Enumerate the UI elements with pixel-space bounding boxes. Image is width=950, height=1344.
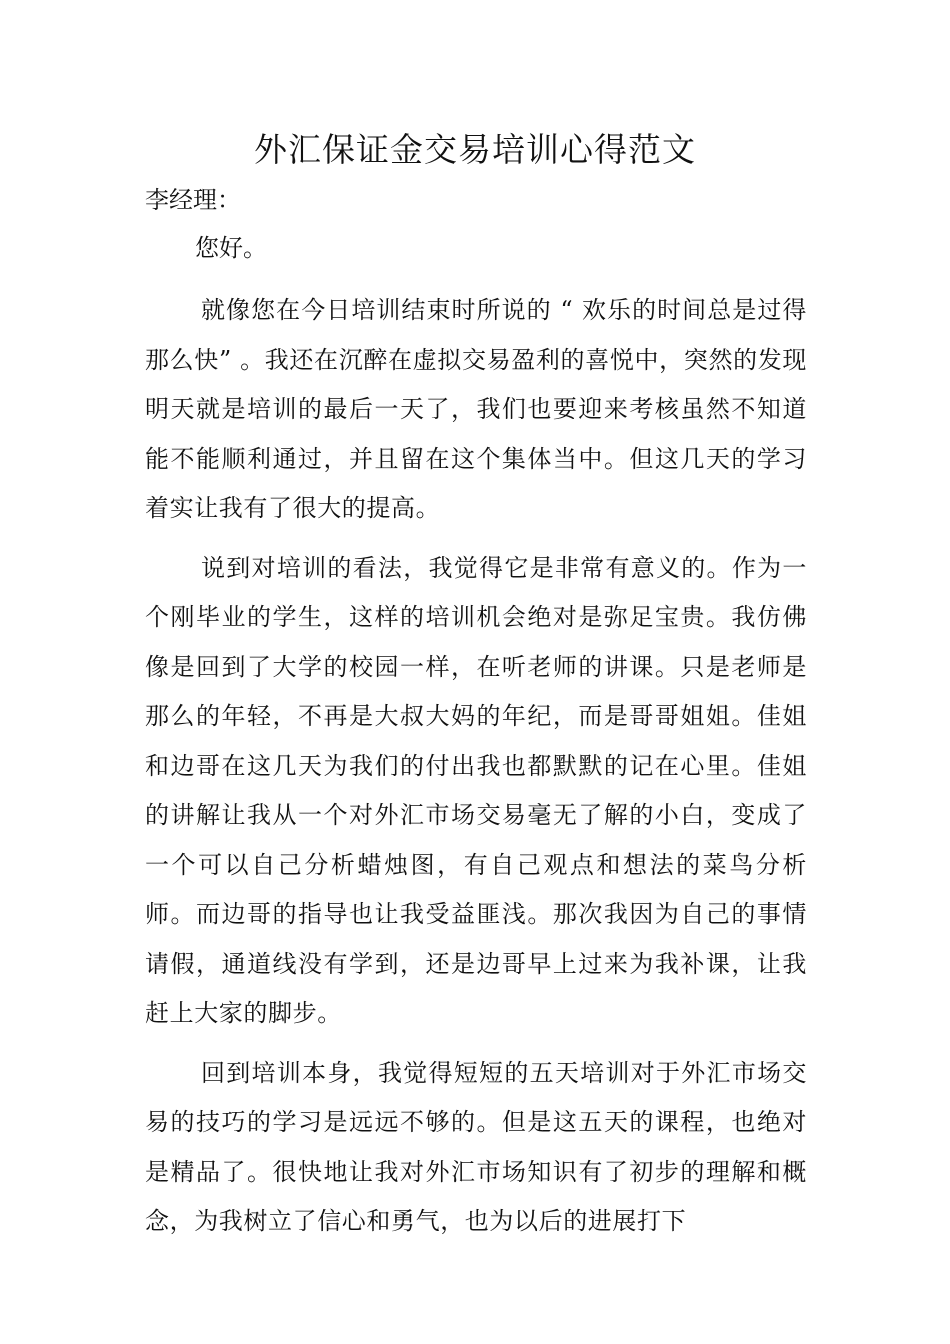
paragraph: 回到培训本身，我觉得短短的五天培训对于外汇市场交易的技巧的学习是远远不够的。但是这五天的课程，也绝对是精品了。很快地让我对外汇市场知识有了初步的理解和概念，为我树立了信心和勇气，也为以后的进展打下 (145, 1058, 807, 1235)
document-title: 外汇保证金交易培训心得范文 (254, 130, 696, 169)
salutation: 李经理： (145, 186, 241, 214)
paragraph: 说到对培训的看法，我觉得它是非常有意义的。作为一个刚毕业的学生，这样的培训机会绝对是弥足宝贵。我仿佛像是回到了大学的校园一样，在听老师的讲课。只是老师是那么的年轻，不再是大叔大妈的年纪，而是哥哥姐姐。佳姐和边哥在这几天为我们的付出我也都默默的记在心里。佳姐的讲解让我从一个对外汇市场交易毫无了解的小白，变成了一个可以自己分析蜡烛图，有自己观点和想法的菜鸟分析师。而边哥的指导也让我受益匪浅。那次我因为自己的事情请假，通道线没有学到，还是边哥早上过来为我补课，让我赶上大家的脚步。 (145, 553, 807, 1027)
document-body (145, 180, 807, 1247)
greeting: 您好。 (195, 234, 267, 262)
paragraph: 就像您在今日培训结束时所说的 “ 欢乐的时间总是过得那么快” 。我还在沉醉在虚拟交易盈利的喜悦中，突然的发现明天就是培训的最后一天了，我们也要迎来考核虽然不知道能不能顺利通过，并且留在这个集体当中。但这几天的学习着实让我有了很大的提高。 (145, 296, 807, 522)
